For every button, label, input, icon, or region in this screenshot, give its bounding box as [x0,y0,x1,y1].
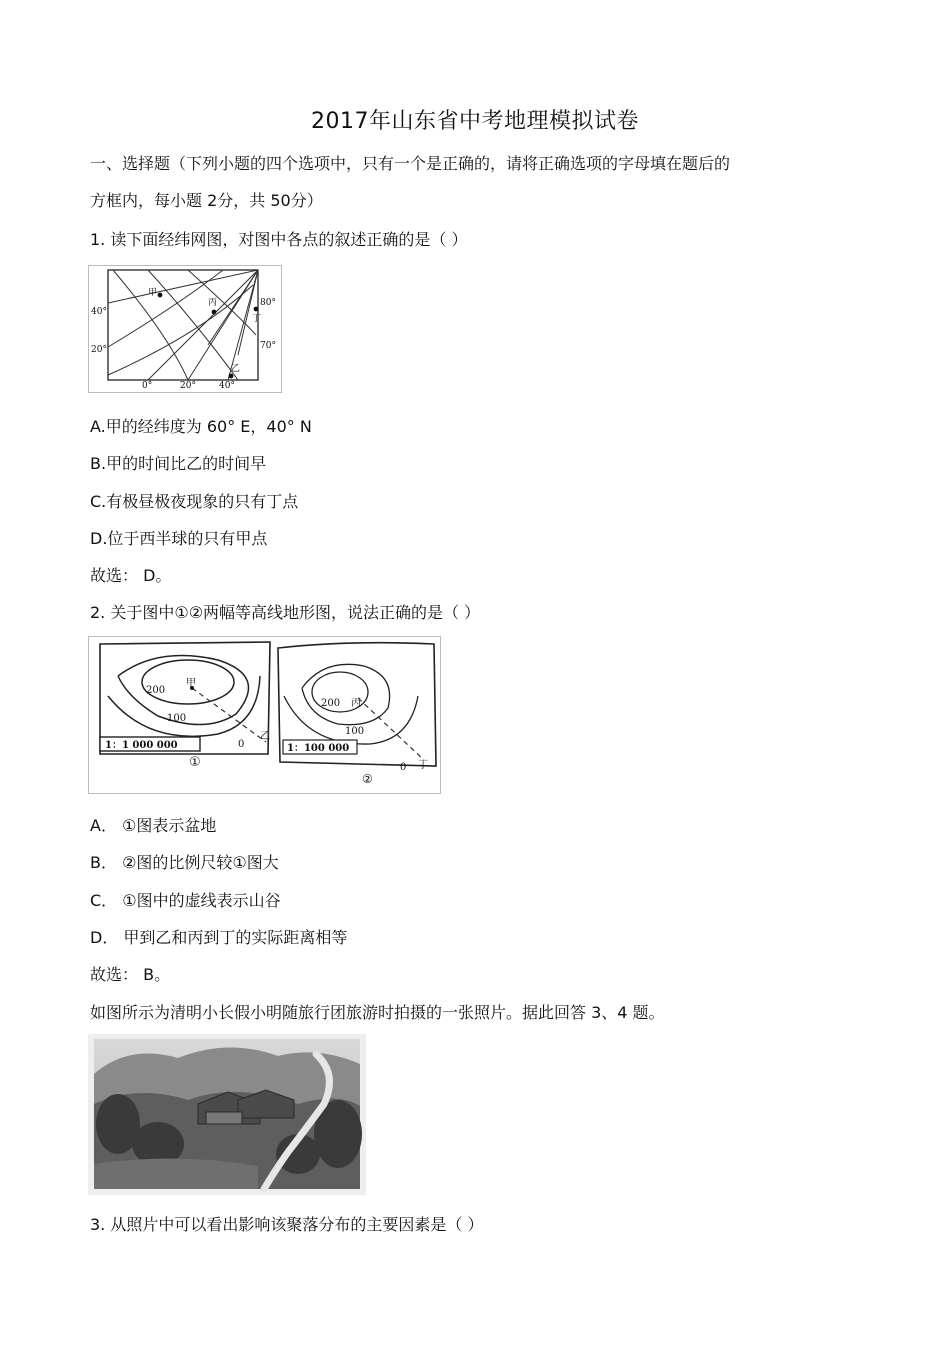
questions-3-4-intro: 如图所示为清明小长假小明随旅行团旅游时拍摄的一张照片。据此回答 3、4 题。 [90,1003,665,1022]
map2-label-100: 100 [345,726,365,737]
village-photo [88,1034,366,1195]
question-1-option-b: B.甲的时间比乙的时间早 [90,454,267,473]
map2-label-200: 200 [321,698,341,709]
point-label-jia: 甲 [148,288,158,298]
point-label-ding: 丁 [252,314,262,324]
question-2-option-d: D． 甲到乙和丙到丁的实际距离相等 [90,928,348,947]
lat-label-40: 40° [91,307,107,317]
lon-label-0: 0° [142,381,153,391]
lon-label-20: 20° [180,381,196,391]
question-1-answer: 故选： D。 [90,566,172,585]
contour-maps-figure [88,636,441,794]
section-instructions-line2: 方框内，每小题 2分，共 50分） [90,191,323,210]
point-label-yi: 乙 [231,364,241,374]
right-label-80: 80° [260,298,276,308]
question-1-option-d: D.位于西半球的只有甲点 [90,529,268,548]
question-1-stem: 1. 读下面经纬网图，对图中各点的叙述正确的是（ ） [90,230,468,249]
section-instructions-line1: 一、选择题（下列小题的四个选项中，只有一个是正确的，请将正确选项的字母填在题后的 [90,154,731,173]
lon-label-40: 40° [219,381,235,391]
map2-caption: ② [362,772,373,786]
question-2-option-b: B． ②图的比例尺较①图大 [90,853,279,872]
question-2-option-a: A． ①图表示盆地 [90,816,217,835]
page-title: 2017年山东省中考地理模拟试卷 [311,109,639,134]
right-label-70: 70° [260,341,276,351]
graticule-figure [88,265,282,393]
question-2-option-c: C． ①图中的虚线表示山谷 [90,891,281,910]
question-2-stem: 2. 关于图中①②两幅等高线地形图，说法正确的是（ ） [90,603,481,622]
map1-scale: 1：1 000 000 [105,740,178,751]
map2-label-ding: 丁 [418,760,428,771]
point-label-bing: 丙 [208,298,218,308]
map1-label-200: 200 [146,685,166,696]
map1-label-100: 100 [167,713,187,724]
question-2-answer: 故选： B。 [90,965,171,984]
map1-label-jia: 甲 [186,678,196,689]
map1-label-yi: 乙 [260,731,270,742]
question-1-option-c: C.有极昼极夜现象的只有丁点 [90,492,299,511]
map2-scale: 1：100 000 [287,743,350,754]
map2-label-0: 0 [400,762,407,773]
map1-caption: ① [189,755,201,770]
map2-label-bing: 丙 [351,698,361,709]
lat-label-20: 20° [91,345,107,355]
question-1-option-a: A.甲的经纬度为 60° E，40° N [90,417,312,436]
map1-label-0: 0 [238,739,245,750]
question-3-stem: 3. 从照片中可以看出影响该聚落分布的主要因素是（ ） [90,1215,484,1234]
